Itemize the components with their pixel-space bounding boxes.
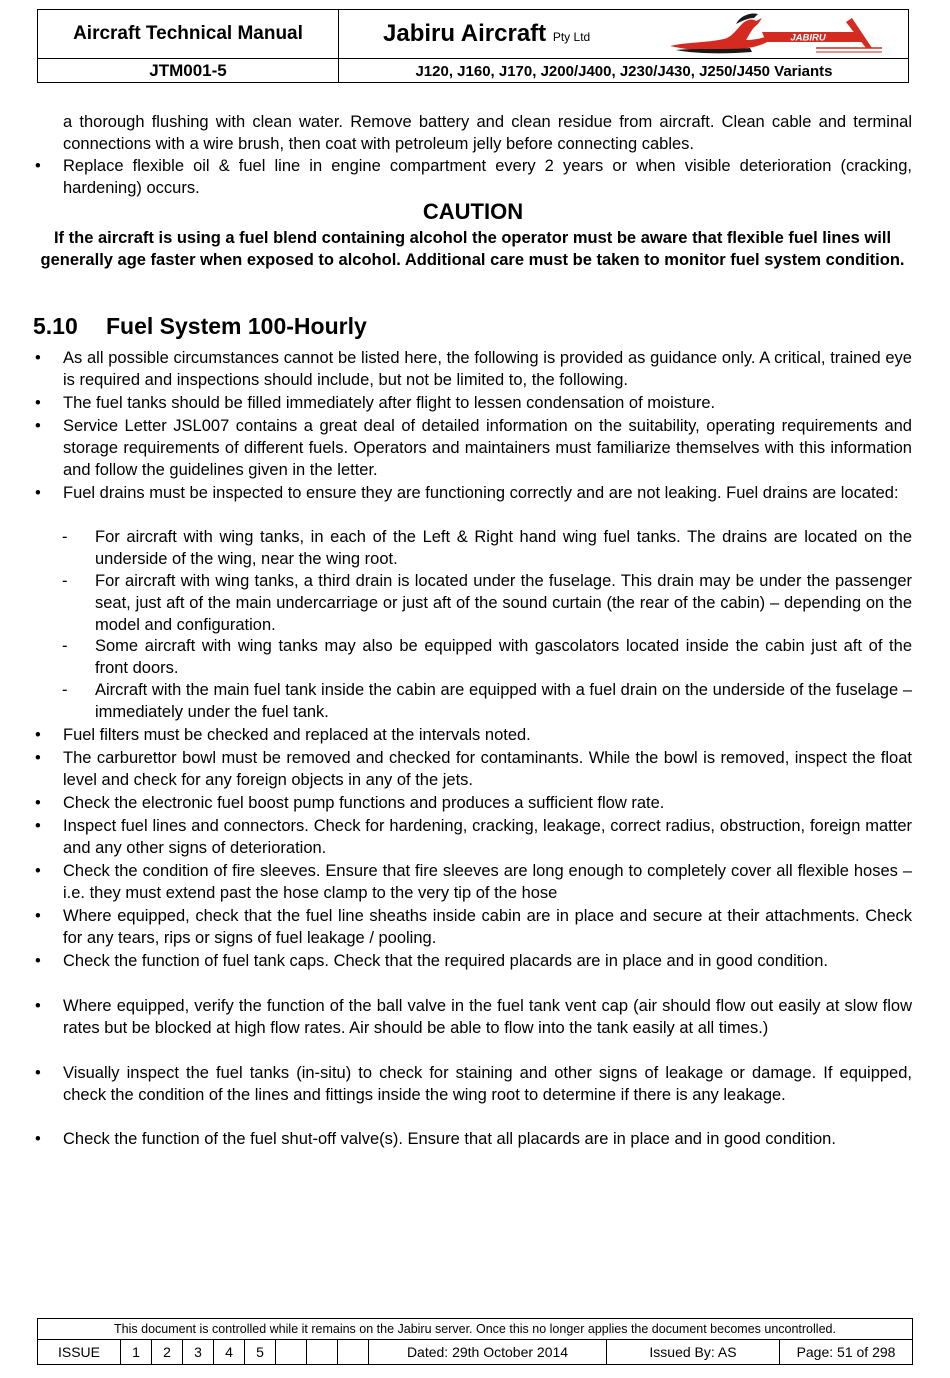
- bullet-text: Where equipped, check that the fuel line sheaths inside cabin are in place and secure at their attachments. Check for any tears, rips or signs of fuel leakage / pooling.: [63, 907, 912, 947]
- issue-date: Dated: 29th October 2014: [368, 1340, 606, 1364]
- section-number: 5.10: [33, 313, 78, 339]
- sub-list-text: For aircraft with wing tanks, a third drain is located under the fuselage. This drain may be under the passenger seat, just aft of the main undercarriage or just aft of the sound curtain (the rear of the cabin) – depending on the model and configuration.: [95, 572, 912, 634]
- section-title: Fuel System 100-Hourly: [106, 313, 367, 339]
- issue-label: ISSUE: [57, 1344, 100, 1360]
- dash-marker: -: [62, 681, 68, 699]
- bullet-icon: •: [35, 794, 41, 812]
- document-control-note: This document is controlled while it remains on the Jabiru server. Once this no longer applies the document becomes uncontrolled.: [114, 1322, 836, 1336]
- bullet-icon: •: [35, 1130, 41, 1148]
- company-name: [383, 20, 590, 48]
- issue-number: 4: [213, 1340, 244, 1364]
- bullet-icon: •: [35, 749, 41, 767]
- bullet-icon: •: [35, 952, 41, 970]
- page-number: Page: 51 of 298: [779, 1340, 912, 1364]
- dash-marker: -: [62, 572, 68, 590]
- issue-empty-cell: [275, 1340, 306, 1364]
- issued-by: Issued By: AS: [606, 1340, 779, 1364]
- bullet-icon: •: [35, 349, 41, 367]
- bullet-text: Where equipped, verify the function of the ball valve in the fuel tank vent cap (air should flow out easily at slow flow rates but be blocked at high flow rates. Air should be able to flow into the tank easily at all times.): [63, 997, 912, 1037]
- issue-number: 5: [244, 1340, 275, 1364]
- issue-number: 1: [120, 1340, 151, 1364]
- issue-empty-cell: [337, 1340, 368, 1364]
- aircraft-variants: J120, J160, J170, J200/J400, J230/J430, J250/J450 Variants: [415, 62, 833, 80]
- sub-list-text: Aircraft with the main fuel tank inside the cabin are equipped with a fuel drain on the underside of the fuselage – immediately under the fuel tank.: [95, 681, 912, 721]
- issue-number: 2: [151, 1340, 182, 1364]
- bullet-icon: •: [35, 417, 41, 435]
- document-number: JTM001-5: [149, 61, 227, 80]
- bullet-text: Visually inspect the fuel tanks (in-situ) to check for staining and other signs of leakage or damage. If equipped, check the condition of the lines and fittings inside the wing root to determine if there is any leakage.: [63, 1064, 912, 1104]
- bullet-icon: •: [35, 484, 41, 502]
- caution-title: CAUTION: [422, 199, 524, 224]
- bullet-icon: •: [35, 394, 41, 412]
- bullet-text: Check the function of fuel tank caps. Check that the required placards are in place and in good condition.: [63, 952, 828, 970]
- company-name-text: Jabiru Aircraft: [383, 20, 547, 47]
- page-footer: [37, 1318, 913, 1365]
- bullet-text: Check the condition of fire sleeves. Ensure that fire sleeves are long enough to completely cover all flexible hoses – i.e. they must extend past the hose clamp to the very tip of the hose: [63, 862, 912, 902]
- bullet-text: Service Letter JSL007 contains a great deal of detailed information on the suitability, operating requirements and storage requirements of different fuels. Operators and maintainers must familiarize themselves with this information and follow the guidelines given in the letter.: [63, 417, 912, 479]
- dash-marker: -: [62, 637, 68, 655]
- issue-empty-cell: [306, 1340, 337, 1364]
- page-header: [37, 9, 909, 83]
- bullet-text: The fuel tanks should be filled immediately after flight to lessen condensation of moisture.: [63, 394, 716, 412]
- bullet-icon: •: [35, 997, 41, 1015]
- jabiru-logo: [666, 12, 884, 56]
- bullet-text: As all possible circumstances cannot be listed here, the following is provided as guidance only. A critical, trained eye is required and inspections should include, but not be limited to, the following.: [63, 349, 912, 389]
- bullet-icon: •: [35, 862, 41, 880]
- dash-marker: -: [62, 528, 68, 546]
- sub-list-text: For aircraft with wing tanks, in each of the Left & Right hand wing fuel tanks. The drains are located on the underside of the wing, near the wing root.: [95, 528, 912, 568]
- bullet-text: Check the function of the fuel shut-off valve(s). Ensure that all placards are in place and in good condition.: [63, 1130, 836, 1148]
- continued-paragraph: a thorough flushing with clean water. Remove battery and clean residue from aircraft. Clean cable and terminal connections with a wire brush, then coat with petroleum jelly before connecting cables.: [63, 113, 912, 153]
- bullet-text: Replace flexible oil & fuel line in engine compartment every 2 years or when visible deterioration (cracking, hardening) occurs.: [63, 157, 912, 197]
- manual-title: Aircraft Technical Manual: [73, 23, 303, 44]
- bullet-text: Check the electronic fuel boost pump functions and produces a sufficient flow rate.: [63, 794, 665, 812]
- company-suffix: Pty Ltd: [552, 30, 591, 44]
- logo-text: JABIRU: [790, 32, 826, 44]
- bullet-icon: •: [35, 157, 41, 175]
- issue-number: 3: [182, 1340, 213, 1364]
- bullet-icon: •: [35, 726, 41, 744]
- caution-text: If the aircraft is using a fuel blend containing alcohol the operator must be aware that flexible fuel lines will generally age faster when exposed to alcohol. Additional care must be taken to monitor fuel system condition.: [40, 229, 905, 269]
- bullet-icon: •: [35, 1064, 41, 1082]
- section-heading: [33, 313, 367, 340]
- bullet-text: Fuel drains must be inspected to ensure they are functioning correctly and are not leaking. Fuel drains are located:: [63, 484, 899, 502]
- bullet-text: Inspect fuel lines and connectors. Check for hardening, cracking, leakage, correct radius, obstruction, foreign matter and any other signs of deterioration.: [63, 817, 912, 857]
- bullet-text: Fuel filters must be checked and replaced at the intervals noted.: [63, 726, 531, 744]
- sub-list-text: Some aircraft with wing tanks may also be equipped with gascolators located inside the cabin just aft of the front doors.: [95, 637, 912, 677]
- bullet-icon: •: [35, 817, 41, 835]
- bullet-text: The carburettor bowl must be removed and checked for contaminants. While the bowl is removed, inspect the float level and check for any foreign objects in any of the jets.: [63, 749, 912, 789]
- footer-issue-row: [38, 1340, 912, 1364]
- bullet-icon: •: [35, 907, 41, 925]
